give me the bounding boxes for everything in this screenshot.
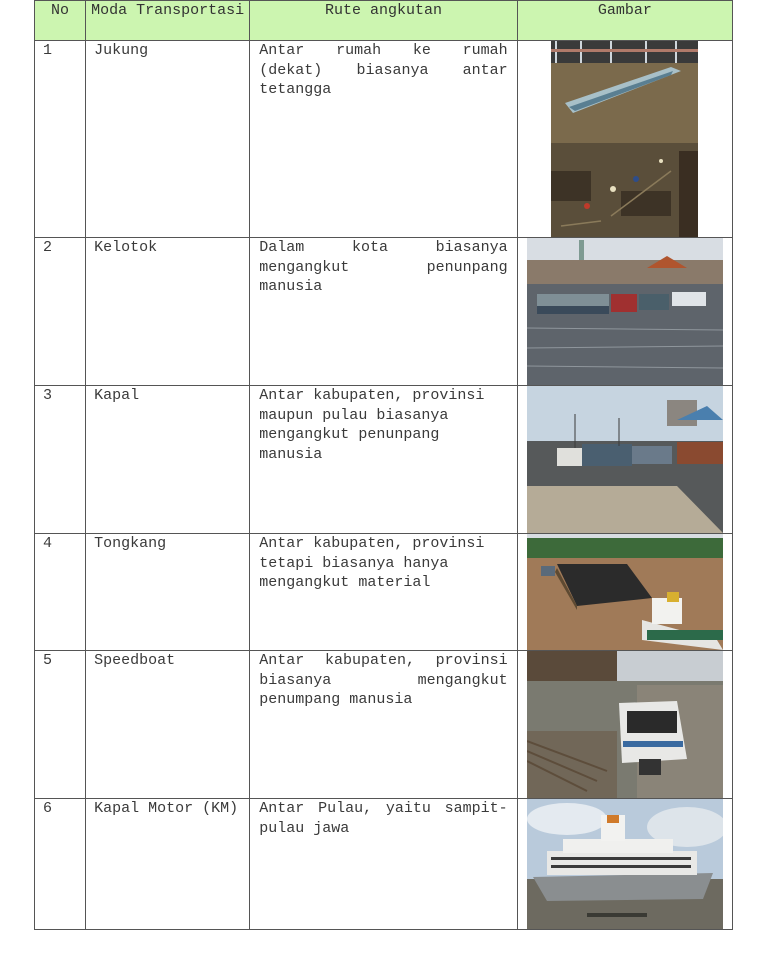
row-image-cell	[517, 799, 732, 930]
kapal-ships-photo	[527, 386, 723, 533]
table-row	[35, 534, 733, 651]
row-route: Antar kabupaten, provinsi biasanya mengangkut penumpang manusia	[250, 651, 517, 799]
table-row	[35, 386, 733, 534]
table-row	[35, 799, 733, 930]
row-route: Dalam kota biasanya mengangkut penunpang manusia	[250, 238, 517, 386]
header-rute: Rute angkutan	[250, 1, 517, 41]
row-image-cell	[517, 41, 732, 238]
header-moda: Moda Transportasi	[86, 1, 250, 41]
row-route: Antar Pulau, yaitu sampit-pulau jawa	[250, 799, 517, 930]
jukung-boat-photo	[551, 41, 698, 237]
row-mode: Tongkang	[86, 534, 250, 651]
row-number: 2	[35, 238, 86, 386]
row-image-cell	[517, 386, 732, 534]
row-route: Antar rumah ke rumah (dekat) biasanya antar tetangga	[250, 41, 517, 238]
row-mode: Speedboat	[86, 651, 250, 799]
row-number: 5	[35, 651, 86, 799]
speedboat-photo	[527, 651, 723, 798]
row-mode: Jukung	[86, 41, 250, 238]
table-row	[35, 41, 733, 238]
header-no: No	[35, 1, 86, 41]
table-row	[35, 238, 733, 386]
tongkang-barge-photo	[527, 534, 723, 650]
kelotok-boats-photo	[527, 238, 723, 385]
row-mode: Kapal Motor (KM)	[86, 799, 250, 930]
row-image-cell	[517, 238, 732, 386]
table-row	[35, 651, 733, 799]
kapal-motor-photo	[527, 799, 723, 929]
row-route: Antar kabupaten, provinsi tetapi biasanya hanya mengangkut material	[250, 534, 517, 651]
row-number: 3	[35, 386, 86, 534]
row-route: Antar kabupaten, provinsi maupun pulau biasanya mengangkut penunpang manusia	[250, 386, 517, 534]
row-image-cell	[517, 534, 732, 651]
row-image-cell	[517, 651, 732, 799]
row-mode: Kelotok	[86, 238, 250, 386]
row-number: 4	[35, 534, 86, 651]
header-row	[35, 1, 733, 41]
row-number: 1	[35, 41, 86, 238]
header-gambar: Gambar	[517, 1, 732, 41]
row-mode: Kapal	[86, 386, 250, 534]
transport-table	[34, 0, 733, 930]
row-number: 6	[35, 799, 86, 930]
